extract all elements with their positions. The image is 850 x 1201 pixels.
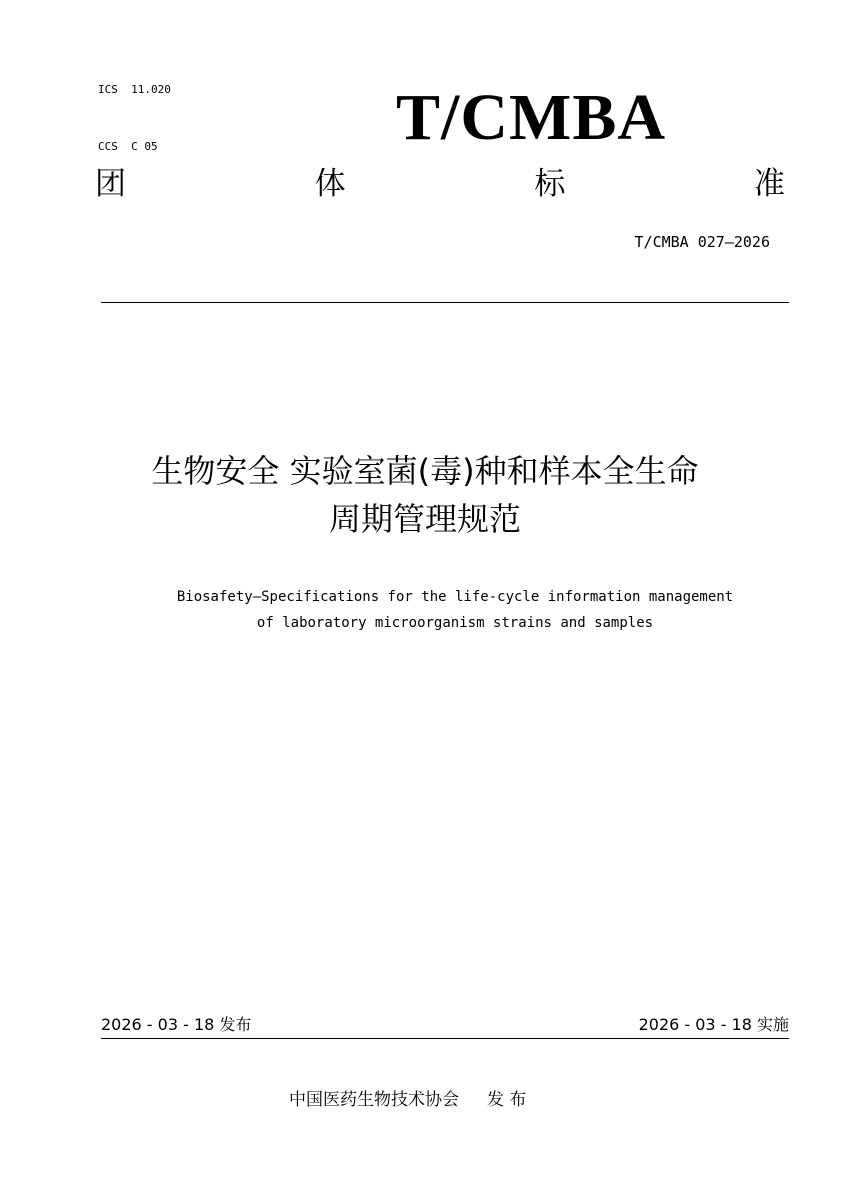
standard-type-heading [95, 166, 785, 202]
english-title [60, 584, 850, 636]
classification-codes [98, 42, 171, 175]
publisher-line [289, 1088, 526, 1112]
english-title-line-1: Biosafety—Specifications for the life-cycle information management [176, 589, 734, 605]
standard-type-char-4: 准 [753, 166, 785, 202]
standard-type-char-3: 标 [534, 166, 566, 202]
ccs-code: CCS C 05 [98, 140, 158, 153]
chinese-title-line-2: 周期管理规范 [328, 500, 521, 538]
release-date: 2026 - 03 - 18 发布 [101, 1015, 252, 1034]
standard-type-char-2: 体 [314, 166, 346, 202]
standard-number: T/CMBA 027—2026 [634, 233, 770, 251]
bottom-divider [101, 1038, 789, 1039]
publish-action: 发 布 [487, 1090, 527, 1110]
english-title-line-2: of laboratory microorganism strains and samples [256, 615, 654, 631]
standard-logo: T/CMBA [396, 81, 666, 154]
chinese-title-line-1: 生物安全 实验室菌(毒)种和样本全生命 [151, 452, 699, 490]
publisher-name: 中国医药生物技术协会 [289, 1090, 459, 1110]
standard-type-char-1: 团 [95, 166, 126, 202]
top-divider [101, 302, 789, 303]
implementation-date: 2026 - 03 - 18 实施 [638, 1015, 789, 1034]
chinese-title [60, 447, 790, 543]
ics-code: ICS 11.020 [98, 83, 171, 96]
